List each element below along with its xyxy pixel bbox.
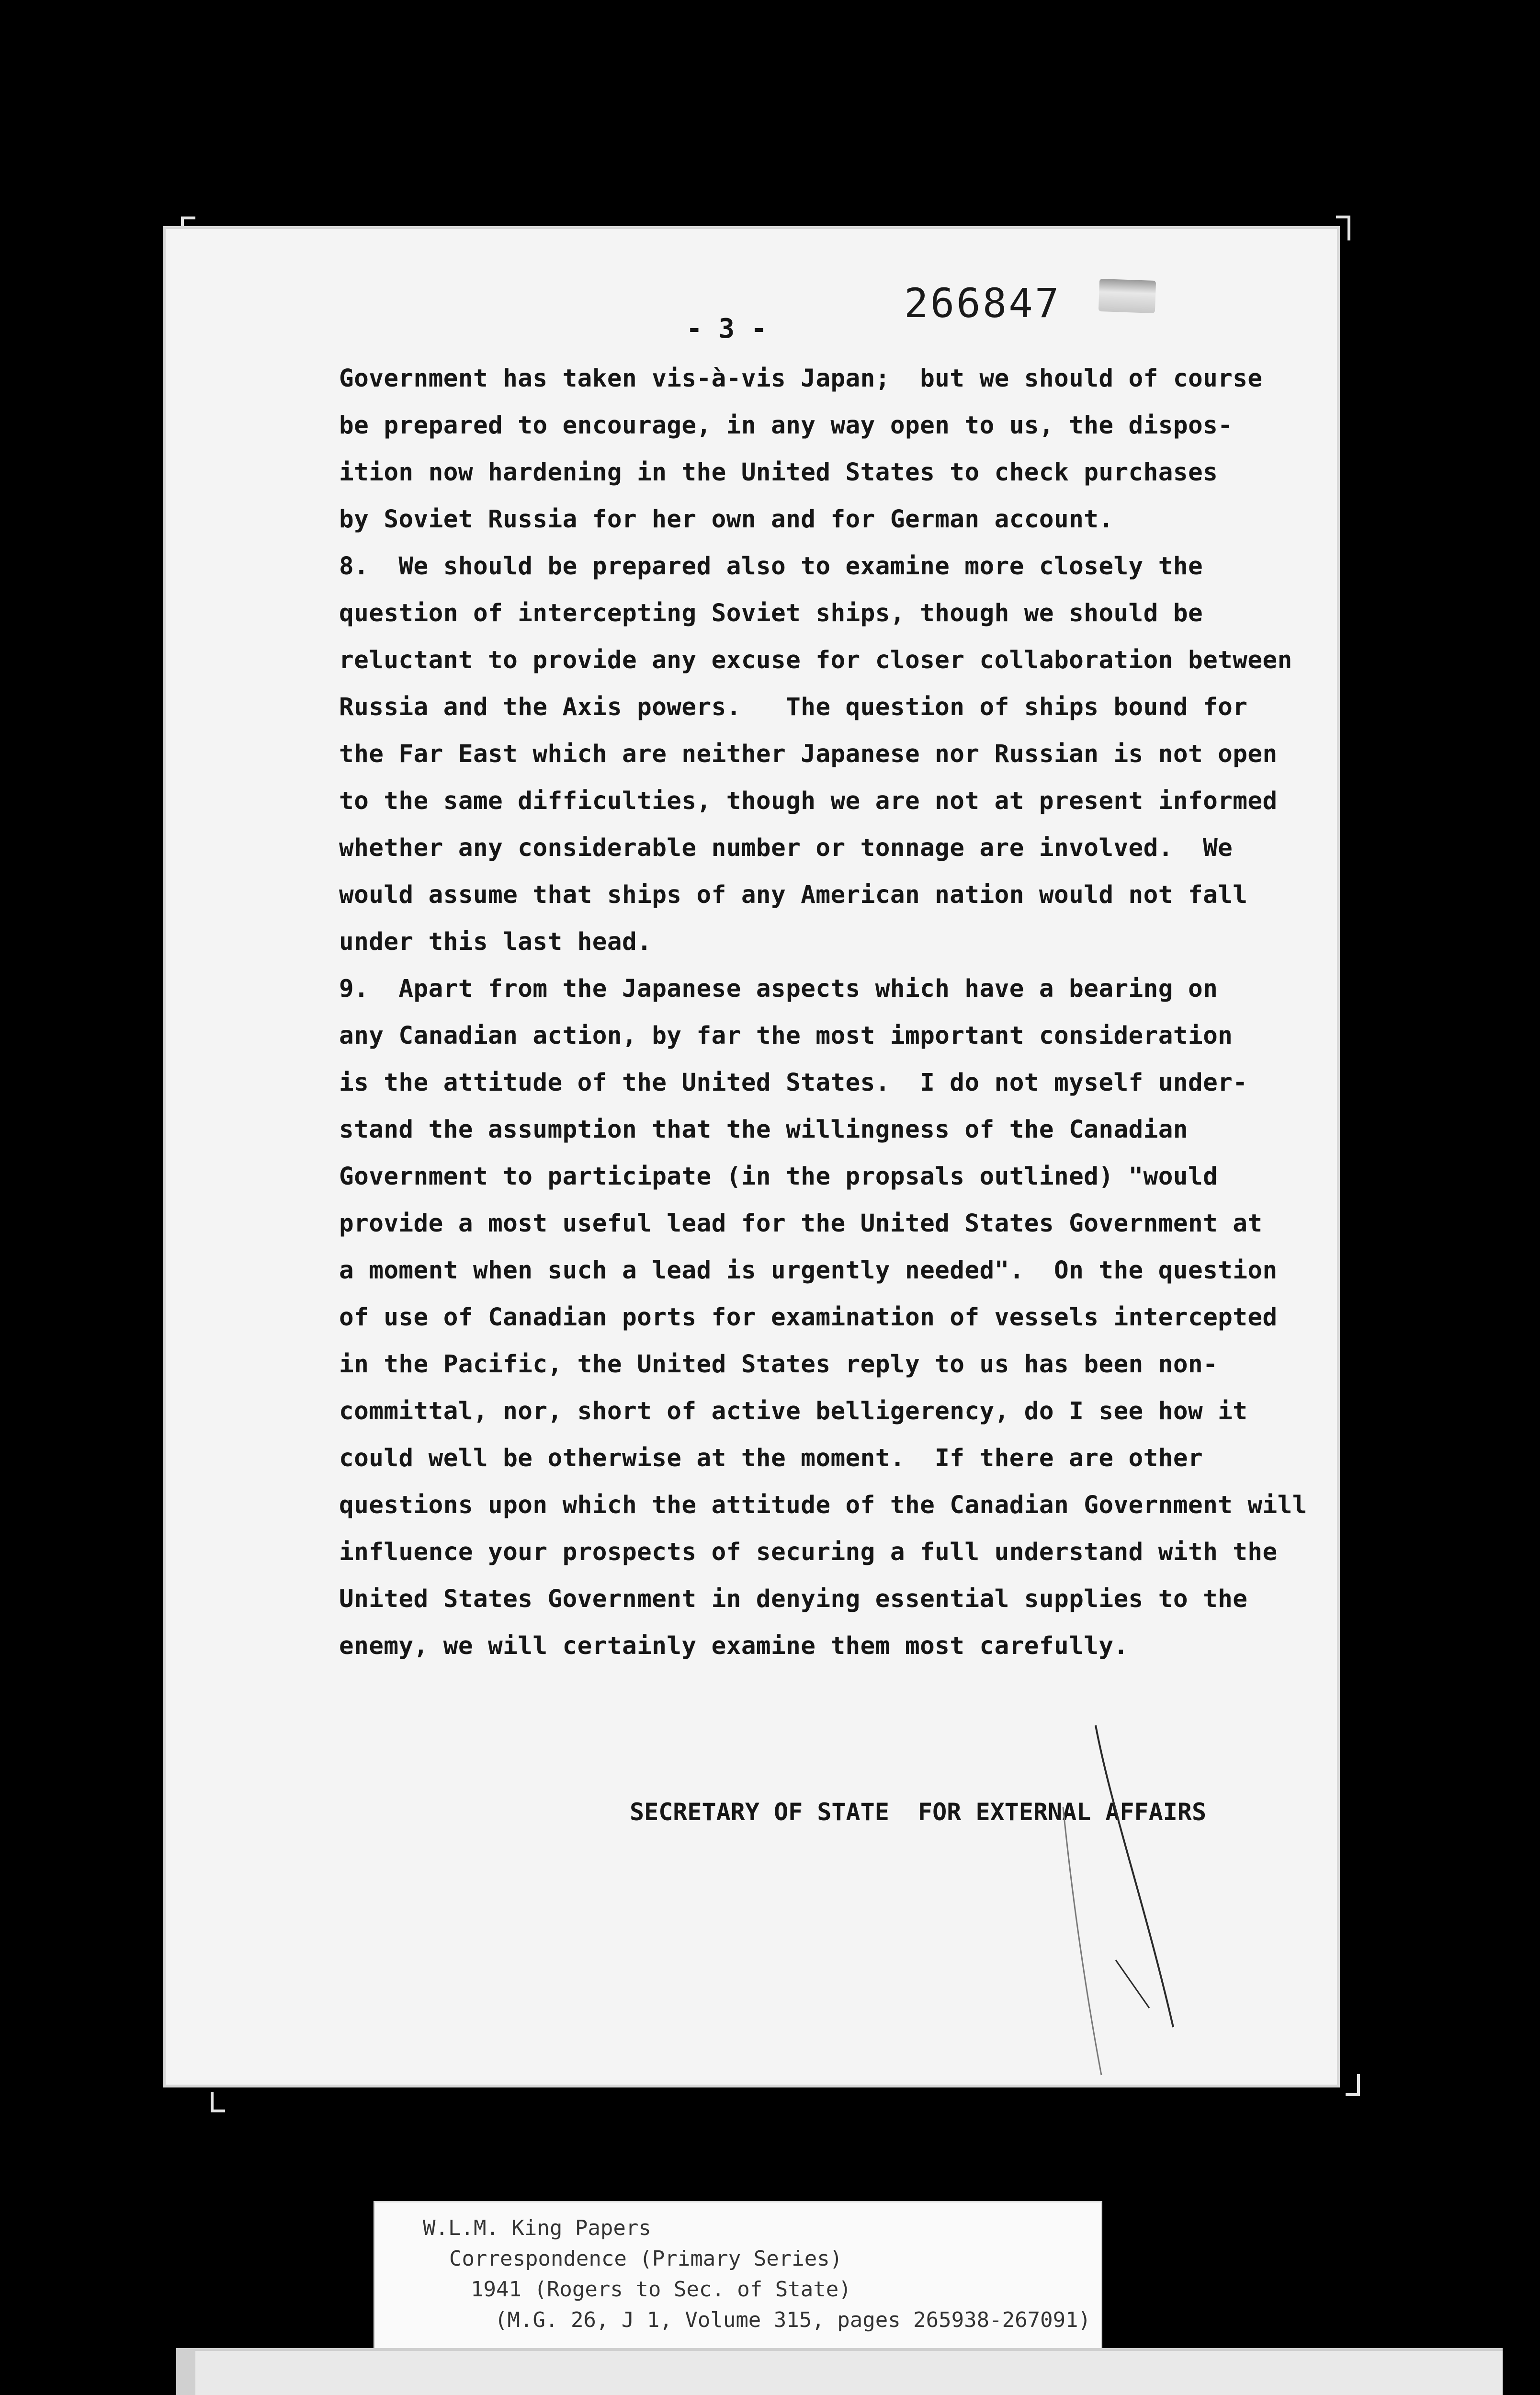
body-line: a moment when such a lead is urgently needed". On the question xyxy=(339,1256,1278,1285)
crop-mark-bottom-left xyxy=(211,2092,225,2112)
body-line: enemy, we will certainly examine them most carefully. xyxy=(339,1632,1129,1660)
body-line: Government to participate (in the propsals outlined) "would xyxy=(339,1163,1218,1191)
body-line: 8. We should be prepared also to examine more closely the xyxy=(339,552,1203,581)
body-line: reluctant to provide any excuse for closer collaboration between xyxy=(339,646,1292,674)
body-line: provide a most useful lead for the United States Government at xyxy=(339,1209,1263,1238)
handwritten-pen-stroke xyxy=(163,226,1340,2087)
body-line: to the same difficulties, though we are not at present informed xyxy=(339,787,1278,815)
body-line: is the attitude of the United States. I do not myself under- xyxy=(339,1069,1248,1097)
reference-line: 1941 (Rogers to Sec. of State) xyxy=(471,2277,851,2302)
body-line: influence your prospects of securing a full understand with the xyxy=(339,1538,1278,1566)
body-line: could well be otherwise at the moment. If there are other xyxy=(339,1444,1203,1472)
reference-line: Correspondence (Primary Series) xyxy=(449,2247,843,2271)
body-line: ition now hardening in the United States to check purchases xyxy=(339,458,1218,487)
reference-label xyxy=(374,2201,1102,2352)
crop-mark-bottom-right xyxy=(1346,2074,1360,2096)
reference-line: (M.G. 26, J 1, Volume 315, pages 265938-267091) xyxy=(495,2308,1091,2332)
body-line: by Soviet Russia for her own and for German account. xyxy=(339,505,1114,534)
reference-line: W.L.M. King Papers xyxy=(423,2216,651,2240)
body-line: would assume that ships of any American nation would not fall xyxy=(339,881,1248,909)
body-line: Russia and the Axis powers. The question of ships bound for xyxy=(339,693,1248,721)
body-line: of use of Canadian ports for examination of vessels intercepted xyxy=(339,1303,1278,1332)
body-line: any Canadian action, by far the most important consideration xyxy=(339,1022,1233,1050)
archives-stamp-card xyxy=(176,2348,1503,2395)
body-line: United States Government in denying essential supplies to the xyxy=(339,1585,1248,1613)
body-line: 9. Apart from the Japanese aspects which have a bearing on xyxy=(339,975,1218,1003)
body-line: whether any considerable number or tonnage are involved. We xyxy=(339,834,1233,862)
body-line: under this last head. xyxy=(339,928,652,956)
body-line: questions upon which the attitude of the Canadian Government will xyxy=(339,1491,1307,1519)
body-line: in the Pacific, the United States reply to us has been non- xyxy=(339,1350,1218,1379)
body-line: committal, nor, short of active belligerency, do I see how it xyxy=(339,1397,1248,1426)
document-number: 266847 xyxy=(904,280,1061,327)
body-line: Government has taken vis-à-vis Japan; but we should of course xyxy=(339,365,1263,393)
signature-line: SECRETARY OF STATE FOR EXTERNAL AFFAIRS xyxy=(630,1798,1207,1826)
body-line: question of intercepting Soviet ships, though we should be xyxy=(339,599,1203,627)
letter-page xyxy=(163,226,1340,2087)
page-number: - 3 - xyxy=(686,313,767,344)
body-line: stand the assumption that the willingness of the Canadian xyxy=(339,1116,1188,1144)
body-line: the Far East which are neither Japanese nor Russian is not open xyxy=(339,740,1278,768)
body-line: be prepared to encourage, in any way open to us, the dispos- xyxy=(339,411,1233,440)
